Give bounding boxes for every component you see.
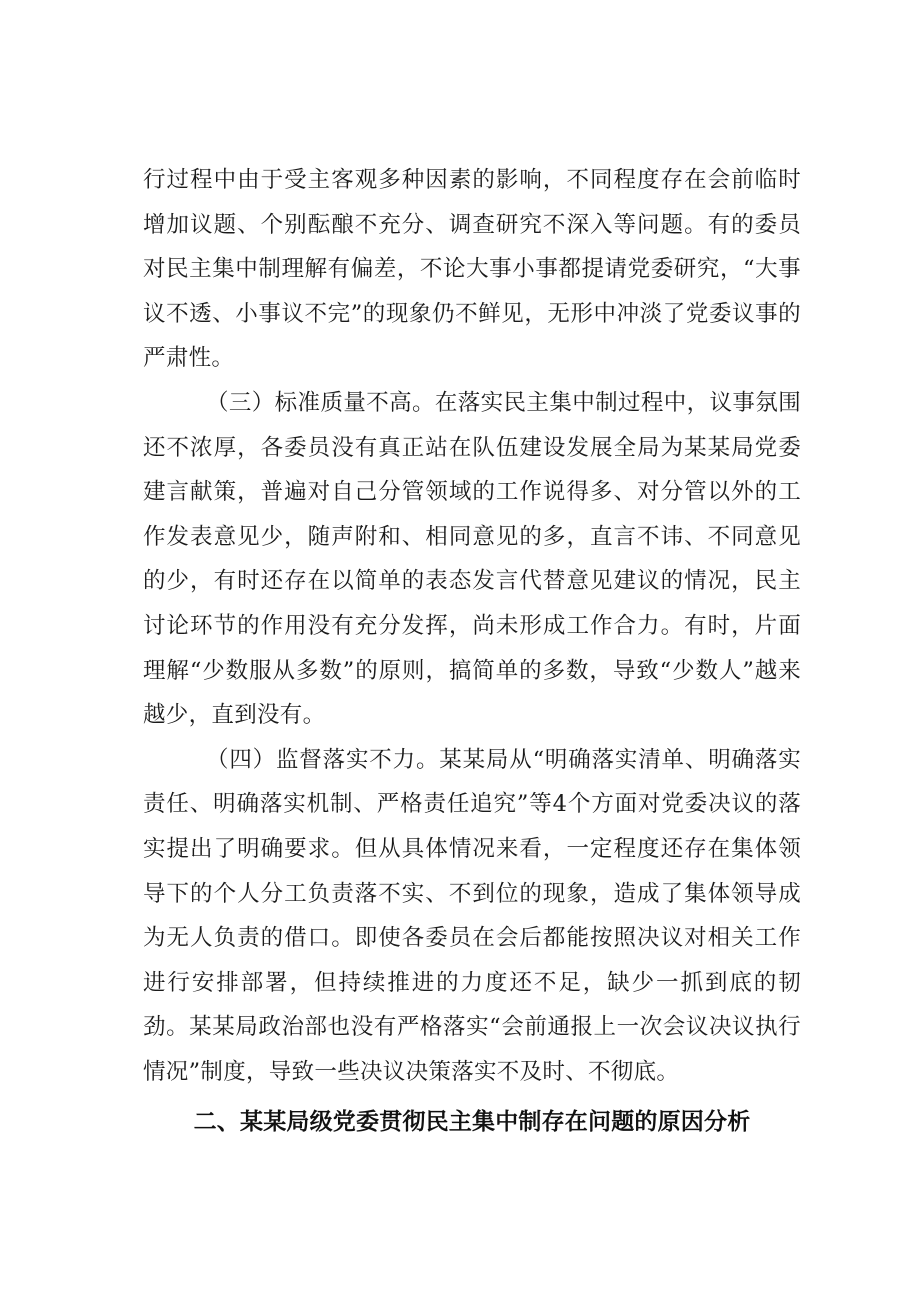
document-body [143, 158, 801, 1146]
section-heading: 二、某某局级党委贯彻民主集中制存在问题的原因分析 [193, 1109, 751, 1136]
paragraph-section-four: （四）监督落实不力。某某局从“明确落实清单、明确落实责任、明确落实机制、严格责任追究”等4个方面对党委决议的落实提出了明确要求。但从具体情况来看，一定程度还存在集体领导下的个人分工负责落不实、不到位的现象，造成了集体领导成为无人负责的借口。即使各委员在会后都能按照决议对相关工作进行安排部署，但持续推进的力度还不足，缺少一抓到底的韧劲。某某局政治部也没有严格落实“会前通报上一次会议决议执行情况”制度，导致一些决议决策落实不及时、不彻底。 [143, 746, 801, 1085]
paragraph-section-three: （三）标准质量不高。在落实民主集中制过程中，议事氛围还不浓厚，各委员没有真正站在队伍建设发展全局为某某局党委建言献策，普遍对自己分管领域的工作说得多、对分管以外的工作发表意见少，随声附和、相同意见的多，直言不讳、不同意见的少，有时还存在以简单的表态发言代替意见建议的情况，民主讨论环节的作用没有充分发挥，尚未形成工作合力。有时，片面理解“少数服从多数”的原则，搞简单的多数，导致“少数人”越来越少，直到没有。 [143, 389, 801, 729]
paragraph-continuation: 行过程中由于受主客观多种因素的影响，不同程度存在会前临时增加议题、个别酝酿不充分、调查研究不深入等问题。有的委员对民主集中制理解有偏差，不论大事小事都提请党委研究，“大事议不透、小事议不完”的现象仍不鲜见，无形中冲淡了党委议事的严肃性。 [143, 167, 801, 372]
